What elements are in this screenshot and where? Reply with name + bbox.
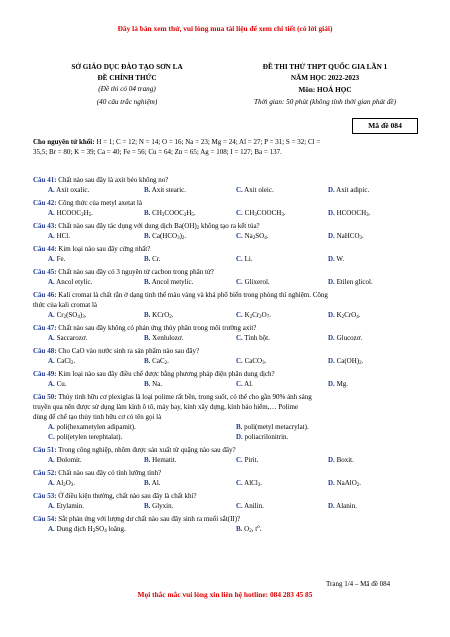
answer-option[interactable]: A. Đolomit. [48, 456, 82, 464]
answer-row [48, 232, 428, 242]
question-text: Chất nào sau đây có 3 nguyên tử cacbon trong phân tử? [56, 268, 214, 276]
answer-option[interactable]: B. Xenlulozơ. [144, 334, 184, 342]
question-number: Câu 54: [33, 515, 57, 523]
header-school-year: NĂM HỌC 2022-2023 [290, 74, 360, 82]
question-text: Kim loại nào sau đây điều chế được bằng phương pháp điện phân dung dịch? [56, 370, 275, 378]
answer-option[interactable]: C. Tinh bột. [236, 334, 270, 342]
answer-option[interactable]: B. $O_2$, $t^o$. [236, 525, 262, 534]
header-pages: (Đề thi có 04 trang) [98, 85, 156, 93]
answer-row [48, 380, 428, 390]
answer-option[interactable]: C. Anilin. [236, 502, 264, 510]
header-department: SỞ GIÁO DỤC ĐÀO TẠO SƠN LA [71, 63, 183, 71]
question-text-continued: thức của kali cromat là [33, 301, 98, 309]
question-51 [33, 446, 423, 456]
question-48 [33, 347, 423, 357]
question-52 [33, 469, 423, 479]
question-number: Câu 49: [33, 370, 57, 378]
answer-option[interactable]: D. W. [328, 255, 345, 263]
answer-row [48, 357, 428, 367]
question-number: Câu 45: [33, 268, 57, 276]
answer-row [48, 433, 428, 443]
answer-option[interactable]: D. $K_2CrO_4$. [328, 311, 361, 320]
answer-row [48, 423, 428, 433]
question-number: Câu 44: [33, 245, 57, 253]
answer-option[interactable]: C. Li. [236, 255, 253, 263]
answer-option[interactable]: D. Mg. [328, 380, 349, 388]
answer-option[interactable]: D. Axit adipic. [328, 186, 370, 194]
answer-option[interactable]: A. CaCl$_2$. [48, 357, 76, 366]
question-text: Ở điều kiện thường, chất nào sau đây là chất khí? [56, 492, 197, 500]
header-subject: Môn: HOÁ HỌC [298, 86, 352, 94]
answer-option[interactable]: B. Na. [144, 380, 163, 388]
answer-option[interactable]: B. KCrO$_2$. [144, 311, 174, 320]
question-number: Câu 53: [33, 492, 57, 500]
answer-option[interactable]: B. Cr. [144, 255, 161, 263]
answer-option[interactable]: D. Glucozơ. [328, 334, 363, 342]
question-45 [33, 268, 423, 278]
question-text: Thủy tinh hữu cơ plexiglas là loại polime rất bền, trong suốt, có thể cho gần 90% ánh sáng [56, 393, 312, 401]
question-47 [33, 324, 423, 334]
question-54 [33, 515, 423, 525]
answer-row [48, 334, 428, 344]
question-number: Câu 51: [33, 446, 57, 454]
hotline-notice: Mọi thắc mắc vui lòng xin liên hệ hotline: 084 283 45 85 [137, 590, 313, 599]
question-text: Chất nào sau đây tác dụng với dung dịch $Ba(OH)_2$ không tạo ra kết tủa? [56, 222, 260, 231]
question-text: Chất nào sau đây là axit béo không no? [56, 176, 169, 184]
question-number: Câu 42: [33, 199, 57, 207]
answer-option[interactable]: A. Axit oxalic. [48, 186, 90, 194]
answer-option[interactable]: D. Boxit. [328, 456, 354, 464]
answer-option[interactable]: A. Fe. [48, 255, 66, 263]
question-number: Câu 41: [33, 176, 57, 184]
header-exam-title: ĐỀ THI THỬ THPT QUỐC GIA LẦN 1 [262, 63, 388, 71]
answer-option[interactable]: C. Pirit. [236, 456, 259, 464]
question-text: Cho CaO vào nước sinh ra sản phẩm nào sau đây? [56, 347, 200, 355]
question-number: Câu 48: [33, 347, 57, 355]
question-text: Sắt phản ứng với lượng dư chất nào sau đây sinh ra muối sắt(II)? [56, 515, 241, 523]
answer-option[interactable]: A. Etylamin. [48, 502, 84, 510]
question-text-continued: dùng để chế tạo thủy tinh hữu cơ có tên gọi là [33, 413, 162, 421]
header-official: ĐỀ CHÍNH THỨC [97, 74, 157, 82]
answer-option[interactable]: B. Hematit. [144, 456, 177, 464]
answer-option[interactable]: B. Al. [144, 479, 161, 487]
question-46 [33, 291, 423, 301]
answer-option[interactable]: D. Alanin. [328, 502, 357, 510]
answer-option[interactable]: B. $Ca(HCO_3)_2$. [144, 232, 187, 241]
answer-option[interactable]: B. Glyxin. [144, 502, 174, 510]
question-42 [33, 199, 423, 209]
question-text: Chất nào sau đây không có phản ứng thủy phân trong môi trường axit? [56, 324, 257, 332]
answer-option[interactable]: D. poliacrilonitrin. [236, 433, 289, 441]
question-number: Câu 50: [33, 393, 57, 401]
answer-option[interactable]: A. Dung dịch $H_2SO_4$ loãng. [48, 525, 126, 534]
answer-option[interactable]: A. Cu. [48, 380, 67, 388]
answer-option[interactable]: A. Saccarozơ. [48, 334, 88, 342]
atomic-masses-line1 [33, 138, 320, 148]
answer-option[interactable]: C. $Na_2SO_4$. [236, 232, 269, 241]
answer-row [48, 479, 428, 489]
answer-row [48, 311, 428, 321]
answer-option[interactable]: A. $Cr_2(SO_4)_3$. [48, 311, 87, 320]
question-50 [33, 393, 423, 403]
answer-option[interactable]: D. Etilen glicol. [328, 278, 373, 286]
header-duration: Thời gian: 50 phút (không tính thời gian phát đề) [253, 98, 397, 106]
answer-row [48, 502, 428, 512]
answer-option[interactable]: A. Ancol etylic. [48, 278, 93, 286]
answer-option[interactable]: C. poli(etylen terephtalat). [48, 433, 123, 441]
answer-option[interactable]: C. Al. [236, 380, 253, 388]
question-number: Câu 43: [33, 222, 57, 230]
answer-option[interactable]: D. NaAlO$_2$. [328, 479, 362, 488]
answer-row [48, 209, 428, 219]
answer-option[interactable]: C. Axit oleic. [236, 186, 274, 194]
atomic-masses-values: H = 1; C = 12; N = 14; O = 16; Na = 23; Mg = 24; Al = 27; P = 31; S = 32; Cl = [94, 138, 321, 146]
answer-option[interactable]: C. Glixerol. [236, 278, 270, 286]
answer-option[interactable]: D. NaHCO$_3$. [328, 232, 364, 241]
answer-row [48, 186, 428, 196]
answer-option[interactable]: D. $HCOOCH_3$. [328, 209, 371, 218]
answer-option[interactable]: C. AlCl$_3$. [236, 479, 263, 488]
preview-notice: Đây là bản xem thử, vui lòng mua tài liệu để xem chi tiết (có lời giải) [117, 24, 333, 33]
question-text: Công thức của metyl axetat là [56, 199, 142, 207]
question-text: Kim loại nào sau đây cứng nhất? [56, 245, 151, 253]
answer-option[interactable]: C. $CH_3COOCH_3$. [236, 209, 286, 218]
answer-row [48, 525, 428, 535]
answer-option[interactable]: A. $Al_2O_3$. [48, 479, 75, 488]
answer-option[interactable]: B. $CH_3COOC_2H_5$. [144, 209, 196, 218]
answer-option[interactable]: B. CaC$_2$. [144, 357, 169, 366]
header-question-count: (40 câu trắc nghiệm) [96, 98, 158, 106]
answer-option[interactable]: B. poli(metyl metacrylat). [236, 423, 309, 431]
answer-option[interactable]: A. poli(hexametylen adipamit). [48, 423, 136, 431]
question-text: Trong công nghiệp, nhôm được sản xuất từ quặng nào sau đây? [56, 446, 236, 454]
answer-row [48, 255, 428, 265]
atomic-masses-line2: 35,5; Br = 80; K = 39; Ca = 40; Fe = 56; Cu = 64; Zn = 65; Ag = 108; I = 127; Ba = 137. [33, 148, 282, 156]
exam-code-box: Mã đề 084 [352, 118, 418, 134]
question-41 [33, 176, 423, 186]
question-number: Câu 47: [33, 324, 57, 332]
page-footer: Trang 1/4 – Mã đề 084 [326, 580, 391, 588]
question-43 [33, 222, 423, 232]
answer-row [48, 278, 428, 288]
question-49 [33, 370, 423, 380]
answer-option[interactable]: C. CaCO$_3$. [236, 357, 267, 366]
question-53 [33, 492, 423, 502]
answer-option[interactable]: D. $Ca(OH)_2$. [328, 357, 364, 366]
answer-option[interactable]: A. HCl. [48, 232, 70, 240]
question-text: Chất nào sau đây có tính lưỡng tính? [56, 469, 162, 477]
answer-row [48, 456, 428, 466]
answer-option[interactable]: C. $K_2Cr_2O_7$. [236, 311, 271, 320]
question-44 [33, 245, 423, 255]
answer-option[interactable]: B. Ancol metylic. [144, 278, 194, 286]
question-number: Câu 52: [33, 469, 57, 477]
question-text: Kali cromat là chất rắn ở dạng tinh thể màu vàng và khá phổ biến trong phòng thí nghiệm. Công [56, 291, 328, 299]
answer-option[interactable]: B. Axit stearic. [144, 186, 186, 194]
question-text-continued: truyền qua nên được sử dụng làm kính ô tô, máy bay, kính xây dựng, kính bảo hiểm,… Polime [33, 403, 299, 411]
question-number: Câu 46: [33, 291, 57, 299]
answer-option[interactable]: A. $HCOOC_2H_5$. [48, 209, 93, 218]
atomic-masses-label: Cho nguyên tử khối: [33, 138, 95, 146]
